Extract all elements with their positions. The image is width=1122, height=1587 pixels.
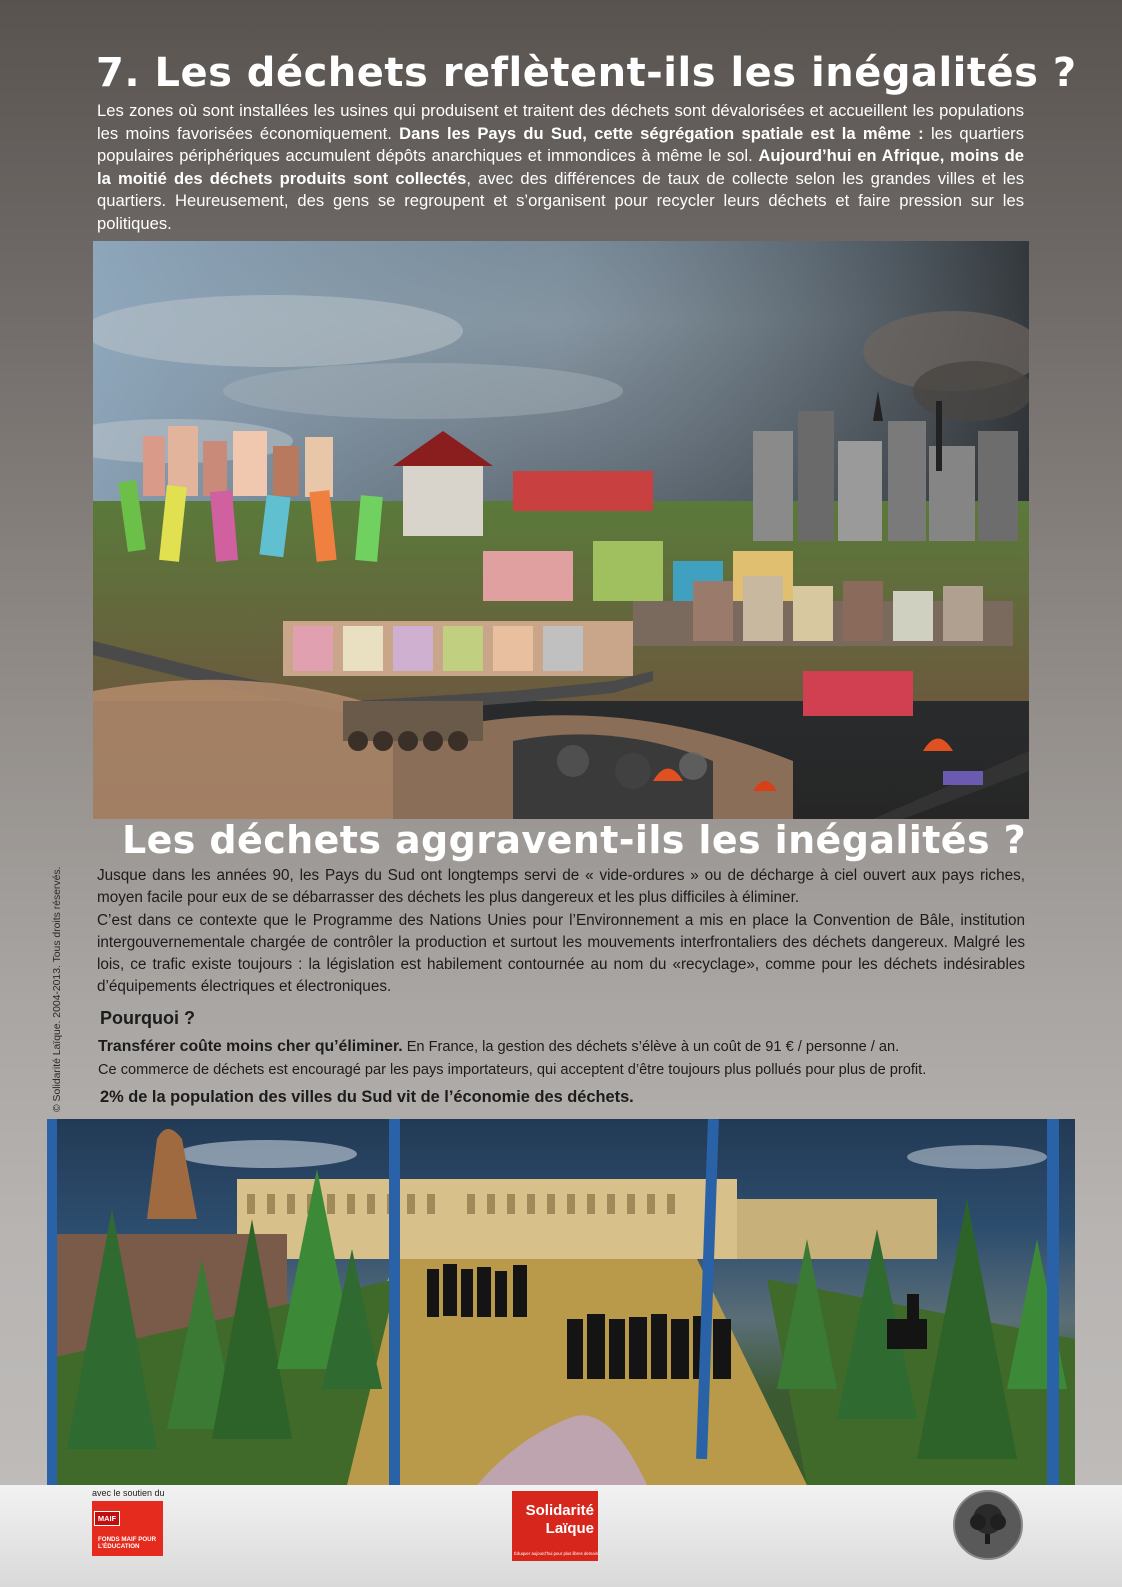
tree-icon (955, 1492, 1021, 1558)
why-line-2: Ce commerce de déchets est encouragé par les pays importateurs, qui acceptent d’être toujours plus pollués pour plus de profit. (98, 1061, 927, 1078)
support-label: avec le soutien du (92, 1488, 165, 1498)
solidarite-laique-logo (512, 1491, 598, 1561)
page-title: 7. Les déchets reflètent-ils les inégalités ? (96, 50, 1077, 96)
paragraph-history: Jusque dans les années 90, les Pays du Sud ont longtemps servi de « vide-ordures » ou de décharge à ciel ouvert aux pays riches, moyen facile pour eux de se débarrasser des déchets les plus dangereux et les plus difficiles à éliminer. (97, 867, 1025, 907)
maif-logo (92, 1501, 163, 1556)
maif-fonds-label: FONDS MAIF POUR L’ÉDUCATION (98, 1536, 157, 1551)
solidarite-laique-tagline: Éduquer aujourd’hui pour plus libres demain (514, 1551, 599, 1556)
city-illustration (93, 241, 1029, 819)
paragraph-basel: C’est dans ce contexte que le Programme des Nations Unies pour l’Environnement a mis en place la Convention de Bâle, institution intergouvernementale chargée de contrôler la production et surtout les mouvements interfrontaliers des déchets dangereux. Malgré les lois, ce trafic existe toujours : la législation est habilement contournée au nom du «recyclage», comme pour les déchets indésirables d’équipements électriques et électroniques. (97, 911, 1025, 996)
why-line-1: Transférer coûte moins cher qu’éliminer. En France, la gestion des déchets s’élève à un coût de 91 € / personne / an. (98, 1038, 900, 1055)
why-heading: Pourquoi ? (100, 1008, 195, 1028)
why-block (98, 1036, 1038, 1081)
statistic: 2% de la population des villes du Sud vit de l’économie des déchets. (100, 1088, 634, 1106)
section-title: Les déchets aggravent-ils les inégalités ? (122, 818, 1027, 862)
versailles-illustration (47, 1119, 1075, 1485)
copyright-notice: © Solidarité Laïque. 2004-2013. Tous droits réservés. (52, 866, 63, 1112)
intro-paragraph: Les zones où sont installées les usines qui produisent et traitent des déchets sont dévalorisées et accueillent les populations les moins favorisées économiquement. Dans les Pays du Sud, cette ségrégation spatiale est la même : les quartiers populaires périphériques accumulent dépôts anarchiques et immondices à même le sol. Aujourd’hui en Afrique, moins de la moitié des déchets produits sont collectés, avec des différences de taux de collecte selon les grandes villes et les quartiers. Heureusement, des gens se regroupent et s’organisent pour recycler leurs déchets et faire pression sur les politiques. (97, 101, 1025, 233)
renoditto-logo (953, 1490, 1023, 1560)
section-body (97, 865, 1025, 999)
solidarite-laique-name: Solidarité Laïque (525, 1502, 594, 1537)
maif-wordmark: MAIF (94, 1511, 120, 1526)
